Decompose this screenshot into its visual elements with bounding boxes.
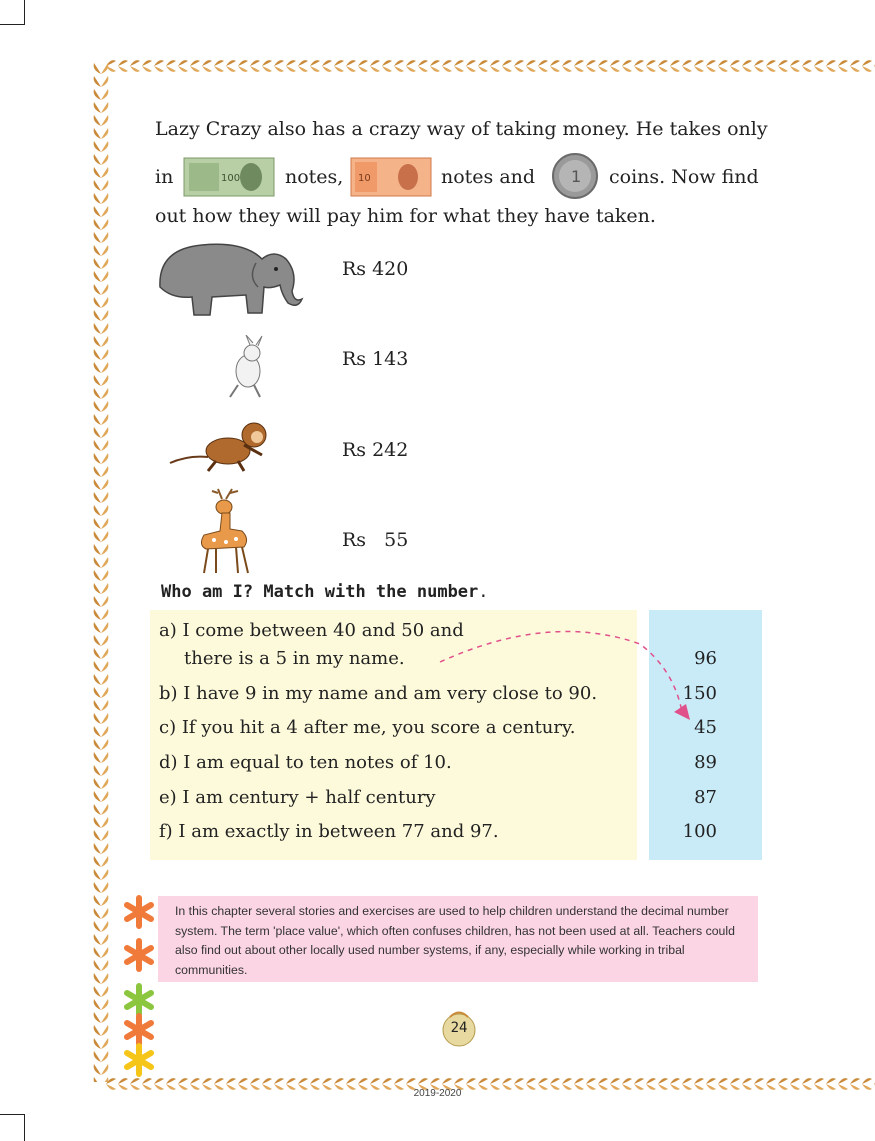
crop-mark-bottom-left	[0, 1114, 25, 1141]
footer-year: 2019-2020	[413, 1088, 462, 1099]
clue-b: b) I have 9 in my name and am very close to 90.	[159, 683, 598, 704]
rabbit-icon	[222, 335, 272, 399]
intro-line-2-in: in	[155, 166, 174, 188]
one-rupee-coin-icon	[551, 152, 599, 200]
teacher-note-box	[158, 896, 758, 982]
teacher-note-text: In this chapter several stories and exercises are used to help children understand the decimal number system. The term 'place value', which often confuses children, has not been used at all. Teachers could also find out about other locally used number systems, if any, especially while working in tribal communities.	[175, 904, 735, 977]
example-match-arrow	[430, 620, 700, 730]
deer-price: Rs 55	[342, 529, 409, 551]
number-option: 100	[682, 821, 717, 842]
orange-asterisk-icon	[122, 938, 156, 972]
intro-line-1: Lazy Crazy also has a crazy way of taking money. He takes only	[155, 118, 768, 140]
intro-line-3: out how they will pay him for what they have taken.	[155, 205, 656, 227]
clue-e: e) I am century + half century	[159, 787, 436, 808]
elephant-price: Rs 420	[342, 258, 409, 280]
hundred-note-value: 100	[221, 173, 241, 184]
yellow-asterisk-icon	[122, 1043, 156, 1077]
number-option: 87	[694, 787, 717, 808]
number-option: 89	[694, 752, 717, 773]
clue-d: d) I am equal to ten notes of 10.	[159, 752, 452, 773]
monkey-price: Rs 242	[342, 439, 409, 461]
clue-a: a) I come between 40 and 50 and	[159, 620, 464, 641]
intro-line-2-notes-and: notes and	[441, 166, 536, 188]
deer-icon	[192, 485, 262, 575]
green-asterisk-icon	[122, 983, 156, 1017]
ten-note-value: 10	[358, 173, 371, 184]
clue-f: f) I am exactly in between 77 and 97.	[159, 821, 499, 842]
clue-a-continued: there is a 5 in my name.	[184, 648, 405, 669]
number-option: 45	[694, 717, 717, 738]
hundred-rupee-note-icon	[183, 157, 275, 197]
intro-line-2-notes1: notes,	[285, 166, 344, 188]
coin-value: 1	[571, 167, 582, 186]
clue-c: c) If you hit a 4 after me, you score a century.	[159, 717, 576, 738]
number-option: 96	[694, 648, 717, 669]
crop-mark-top-left	[0, 0, 25, 25]
intro-line-2-coins: coins. Now find	[609, 166, 759, 188]
match-heading: Who am I? Match with the number.	[161, 582, 489, 602]
orange-asterisk-icon	[122, 1013, 156, 1047]
elephant-icon	[152, 237, 304, 319]
number-option: 150	[682, 683, 717, 704]
leaf-border-left	[90, 62, 112, 1082]
leaf-border-top	[105, 58, 875, 74]
monkey-icon	[168, 415, 272, 473]
page-number: 24	[450, 1020, 468, 1036]
rabbit-price: Rs 143	[342, 348, 409, 370]
orange-asterisk-icon	[122, 895, 156, 929]
ten-rupee-note-icon	[350, 157, 432, 197]
